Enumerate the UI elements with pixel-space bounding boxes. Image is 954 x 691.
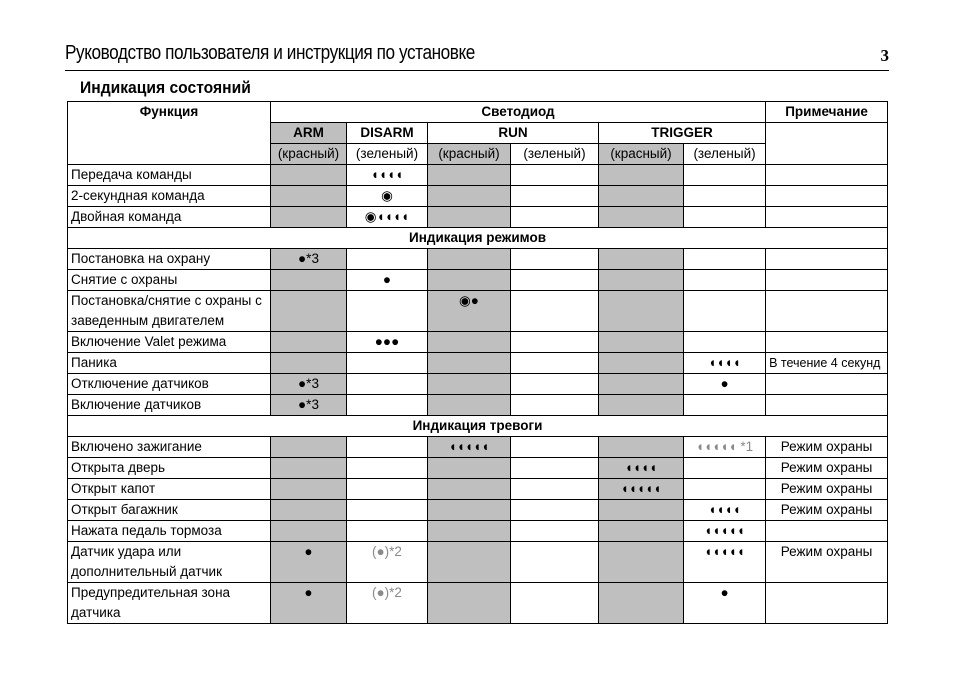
disarm-cell xyxy=(347,395,428,416)
function-cell: Передача команды xyxy=(68,165,271,186)
note-cell xyxy=(766,374,888,395)
function-cell: Предупредительная зона датчика xyxy=(68,583,271,624)
run-green-cell xyxy=(511,395,599,416)
run-red-cell xyxy=(428,395,511,416)
status-indication-table xyxy=(67,101,888,624)
page-header-title: Руководство пользователя и инструкция по установке xyxy=(65,42,475,64)
run-red-cell xyxy=(428,521,511,542)
function-cell: Включено зажигание xyxy=(68,437,271,458)
run-red-cell xyxy=(428,542,511,583)
header-note: Примечание xyxy=(766,102,888,123)
disarm-cell: ● xyxy=(347,270,428,291)
run-green-cell xyxy=(511,437,599,458)
trigger-green-cell: ◖◖◖◖ xyxy=(684,500,766,521)
function-cell: Паника xyxy=(68,353,271,374)
run-green-cell xyxy=(511,583,599,624)
table-row xyxy=(68,165,888,186)
run-green-cell xyxy=(511,353,599,374)
section-alarm-label: Индикация тревоги xyxy=(68,416,888,437)
disarm-cell xyxy=(347,249,428,270)
table-row xyxy=(68,332,888,353)
run-red-cell: ◉● xyxy=(428,291,511,332)
trigger-green-cell: ● xyxy=(684,583,766,624)
function-cell: Двойная команда xyxy=(68,207,271,228)
table-row xyxy=(68,458,888,479)
arm-cell: ●*3 xyxy=(271,395,347,416)
arm-cell: ●*3 xyxy=(271,374,347,395)
trigger-green-cell: ◖◖◖◖◖ *1 xyxy=(684,437,766,458)
trigger-green-cell xyxy=(684,270,766,291)
disarm-cell: ◖◖◖◖ xyxy=(347,165,428,186)
disarm-cell xyxy=(347,374,428,395)
table-row xyxy=(68,374,888,395)
section-modes-label: Индикация режимов xyxy=(68,228,888,249)
run-green-cell xyxy=(511,458,599,479)
run-red-cell xyxy=(428,500,511,521)
note-cell xyxy=(766,291,888,332)
trigger-red-cell xyxy=(599,291,684,332)
trigger-green-cell xyxy=(684,479,766,500)
trigger-red-cell xyxy=(599,249,684,270)
run-red-cell xyxy=(428,583,511,624)
run-green-cell xyxy=(511,521,599,542)
run-green-cell xyxy=(511,500,599,521)
note-cell: Режим охраны xyxy=(766,479,888,500)
function-cell: Открыта дверь xyxy=(68,458,271,479)
note-cell xyxy=(766,165,888,186)
color-trigger-red: (красный) xyxy=(599,144,684,165)
disarm-cell xyxy=(347,458,428,479)
disarm-cell xyxy=(347,521,428,542)
run-green-cell xyxy=(511,374,599,395)
arm-cell xyxy=(271,353,347,374)
arm-cell xyxy=(271,437,347,458)
section-row-modes xyxy=(68,228,888,249)
run-red-cell: ◖◖◖◖◖ xyxy=(428,437,511,458)
arm-cell xyxy=(271,186,347,207)
run-red-cell xyxy=(428,186,511,207)
table-row xyxy=(68,479,888,500)
color-arm: (красный) xyxy=(271,144,347,165)
run-green-cell xyxy=(511,270,599,291)
function-cell: Постановка/снятие с охраны с заведенным двигателем xyxy=(68,291,271,332)
note-cell: Режим охраны xyxy=(766,458,888,479)
trigger-green-cell: ◖◖◖◖◖ xyxy=(684,521,766,542)
trigger-red-cell xyxy=(599,500,684,521)
disarm-cell xyxy=(347,437,428,458)
arm-cell xyxy=(271,270,347,291)
table-row xyxy=(68,500,888,521)
arm-cell xyxy=(271,458,347,479)
run-red-cell xyxy=(428,374,511,395)
table-row xyxy=(68,291,888,332)
note-cell xyxy=(766,249,888,270)
note-cell: Режим охраны xyxy=(766,500,888,521)
header-run: RUN xyxy=(428,123,599,144)
function-cell: Нажата педаль тормоза xyxy=(68,521,271,542)
trigger-green-cell: ● xyxy=(684,374,766,395)
arm-cell xyxy=(271,207,347,228)
trigger-red-cell xyxy=(599,542,684,583)
color-run-red: (красный) xyxy=(428,144,511,165)
trigger-red-cell xyxy=(599,207,684,228)
trigger-green-cell: ◖◖◖◖◖ xyxy=(684,542,766,583)
function-cell: Постановка на охрану xyxy=(68,249,271,270)
run-green-cell xyxy=(511,165,599,186)
run-red-cell xyxy=(428,332,511,353)
trigger-red-cell: ◖◖◖◖ xyxy=(599,458,684,479)
run-red-cell xyxy=(428,353,511,374)
note-cell xyxy=(766,186,888,207)
table-row xyxy=(68,395,888,416)
trigger-green-cell xyxy=(684,249,766,270)
trigger-red-cell: ◖◖◖◖◖ xyxy=(599,479,684,500)
function-cell: Отключение датчиков xyxy=(68,374,271,395)
run-green-cell xyxy=(511,542,599,583)
color-trigger-green: (зеленый) xyxy=(684,144,766,165)
trigger-red-cell xyxy=(599,395,684,416)
table-header-row xyxy=(68,102,888,123)
arm-cell: ● xyxy=(271,542,347,583)
trigger-green-cell xyxy=(684,332,766,353)
table-row xyxy=(68,186,888,207)
arm-cell: ● xyxy=(271,583,347,624)
note-cell: Режим охраны xyxy=(766,542,888,583)
table-row xyxy=(68,249,888,270)
disarm-cell xyxy=(347,291,428,332)
trigger-green-cell xyxy=(684,291,766,332)
trigger-green-cell xyxy=(684,186,766,207)
table-row xyxy=(68,437,888,458)
function-cell: Снятие с охраны xyxy=(68,270,271,291)
arm-cell xyxy=(271,479,347,500)
header-trigger: TRIGGER xyxy=(599,123,766,144)
note-cell xyxy=(766,207,888,228)
note-cell xyxy=(766,521,888,542)
trigger-red-cell xyxy=(599,374,684,395)
note-cell xyxy=(766,332,888,353)
color-disarm: (зеленый) xyxy=(347,144,428,165)
disarm-cell: (●)*2 xyxy=(347,542,428,583)
section-title: Индикация состояний xyxy=(80,78,251,97)
arm-cell xyxy=(271,332,347,353)
run-green-cell xyxy=(511,207,599,228)
disarm-cell xyxy=(347,479,428,500)
trigger-green-cell: ◖◖◖◖ xyxy=(684,353,766,374)
function-cell: Датчик удара или дополнительный датчик xyxy=(68,542,271,583)
run-green-cell xyxy=(511,249,599,270)
trigger-red-cell xyxy=(599,521,684,542)
note-cell xyxy=(766,583,888,624)
function-cell: Открыт капот xyxy=(68,479,271,500)
page-header xyxy=(65,42,889,71)
function-cell: Включение датчиков xyxy=(68,395,271,416)
run-red-cell xyxy=(428,479,511,500)
header-disarm: DISARM xyxy=(347,123,428,144)
function-cell: 2-секундная команда xyxy=(68,186,271,207)
disarm-cell xyxy=(347,353,428,374)
run-green-cell xyxy=(511,291,599,332)
page-number: 3 xyxy=(880,46,889,65)
run-red-cell xyxy=(428,270,511,291)
run-green-cell xyxy=(511,479,599,500)
arm-cell xyxy=(271,291,347,332)
run-green-cell xyxy=(511,332,599,353)
disarm-cell: (●)*2 xyxy=(347,583,428,624)
table-row xyxy=(68,270,888,291)
header-arm: ARM xyxy=(271,123,347,144)
note-cell: Режим охраны xyxy=(766,437,888,458)
trigger-red-cell xyxy=(599,583,684,624)
disarm-cell: ◉◖◖◖◖ xyxy=(347,207,428,228)
trigger-red-cell xyxy=(599,332,684,353)
trigger-green-cell xyxy=(684,395,766,416)
arm-cell xyxy=(271,500,347,521)
note-cell: В течение 4 секунд xyxy=(766,353,888,374)
trigger-green-cell xyxy=(684,165,766,186)
run-green-cell xyxy=(511,186,599,207)
table-row xyxy=(68,583,888,624)
run-red-cell xyxy=(428,207,511,228)
function-cell: Включение Valet режима xyxy=(68,332,271,353)
run-red-cell xyxy=(428,249,511,270)
trigger-green-cell xyxy=(684,458,766,479)
trigger-red-cell xyxy=(599,186,684,207)
table-row xyxy=(68,207,888,228)
table-row xyxy=(68,542,888,583)
table-row xyxy=(68,353,888,374)
disarm-cell: ◉ xyxy=(347,186,428,207)
header-function: Функция xyxy=(68,102,271,165)
color-run-green: (зеленый) xyxy=(511,144,599,165)
arm-cell: ●*3 xyxy=(271,249,347,270)
header-note-empty xyxy=(766,123,888,165)
trigger-red-cell xyxy=(599,165,684,186)
trigger-red-cell xyxy=(599,270,684,291)
function-cell: Открыт багажник xyxy=(68,500,271,521)
trigger-red-cell xyxy=(599,353,684,374)
section-row-alarm xyxy=(68,416,888,437)
note-cell xyxy=(766,395,888,416)
arm-cell xyxy=(271,165,347,186)
disarm-cell xyxy=(347,500,428,521)
run-red-cell xyxy=(428,165,511,186)
arm-cell xyxy=(271,521,347,542)
disarm-cell: ●●● xyxy=(347,332,428,353)
table-row xyxy=(68,521,888,542)
note-cell xyxy=(766,270,888,291)
trigger-green-cell xyxy=(684,207,766,228)
header-led: Светодиод xyxy=(271,102,766,123)
trigger-red-cell xyxy=(599,437,684,458)
run-red-cell xyxy=(428,458,511,479)
